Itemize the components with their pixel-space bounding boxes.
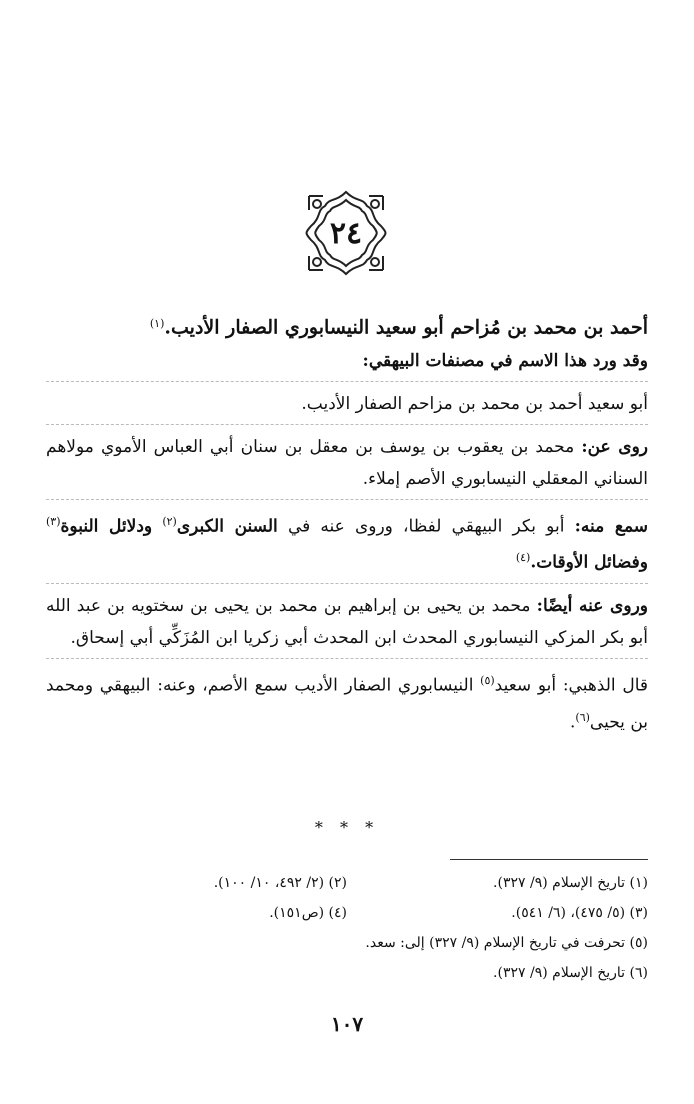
dhahabi-end: . bbox=[569, 712, 576, 733]
occurrence-label: وقد ورد هذا الاسم في مصنفات البيهقي: bbox=[362, 350, 648, 371]
entry-heading bbox=[46, 308, 648, 345]
footnote-ref: (٦) bbox=[575, 710, 590, 724]
footnote-row bbox=[46, 868, 648, 898]
entry-number: ٢٤ bbox=[329, 215, 363, 251]
page-number: ١٠٧ bbox=[330, 1012, 364, 1036]
heard-from-paragraph bbox=[46, 506, 648, 579]
book-title: دلائل النبوة bbox=[60, 516, 144, 537]
footnote: (٦) تاريخ الإسلام (٩/ ٣٢٧). bbox=[493, 965, 648, 981]
heard-text: أبو بكر البيهقي لفظا، وروى عنه في bbox=[287, 516, 565, 537]
also-label: وروى عنه أيضًا: bbox=[536, 595, 648, 616]
entry-body bbox=[46, 308, 648, 738]
footnote: (١) تاريخ الإسلام (٩/ ٣٢٧). bbox=[493, 875, 648, 891]
divider bbox=[46, 424, 648, 425]
footnote: (٥) تحرفت في تاريخ الإسلام (٩/ ٣٢٧) إلى: سعد. bbox=[365, 935, 648, 951]
footnote-ref: (٥) bbox=[480, 673, 495, 687]
footnote-ref: (٢) bbox=[162, 514, 177, 528]
dhahabi-text: قال الذهبي: أبو سعيد bbox=[494, 675, 648, 696]
footnote-rule bbox=[450, 859, 648, 860]
also-narrated-paragraph bbox=[46, 590, 648, 654]
also-text: محمد بن يحيى بن إبراهيم بن محمد بن يحيى بن سختويه بن عبد الله أبو بكر المزكي النيسابوري المحدث ابن المحدث أبي زكريا ابن المُزَكِّي أبي إسحاق. bbox=[46, 595, 648, 648]
footnote-ref: (٤) bbox=[515, 551, 531, 565]
dhahabi-paragraph bbox=[46, 665, 648, 738]
footnote: (٢) (٢/ ٤٩٢، ١٠/ ١٠٠). bbox=[213, 875, 347, 891]
footnote-row bbox=[46, 898, 648, 928]
footnote: (٣) (٥/ ٤٧٥)، (٦/ ٥٤١). bbox=[511, 905, 648, 921]
section-separator: * * * bbox=[314, 818, 380, 837]
footnotes bbox=[46, 868, 648, 988]
entry-number-ornament bbox=[301, 188, 391, 278]
divider bbox=[46, 499, 648, 500]
footnote-ref: (١) bbox=[149, 317, 165, 330]
occurrence-text: أبو سعيد أحمد بن محمد بن مزاحم الصفار الأديب. bbox=[301, 393, 648, 414]
dhahabi-text: النيسابوري الصفار الأديب سمع الأصم، وعنه: البيهقي ومحمد بن يحيى bbox=[46, 675, 648, 733]
conjunction: و bbox=[639, 552, 648, 573]
narrated-text: محمد بن يعقوب بن يوسف بن معقل بن سنان أبي العباس الأموي مولاهم السناني المعقلي النيسابوري الأصم إملاء. bbox=[46, 436, 648, 489]
divider bbox=[46, 658, 648, 659]
heard-label: سمع منه: bbox=[574, 516, 649, 537]
divider bbox=[46, 583, 648, 584]
footnote-ref: (٣) bbox=[46, 514, 61, 528]
footnote: (٤) (ص١٥١). bbox=[269, 905, 347, 921]
book-title: فضائل الأوقات. bbox=[530, 552, 640, 573]
heading-text: أحمد بن محمد بن مُزاحم أبو سعيد النيسابوري الصفار الأديب. bbox=[164, 316, 648, 339]
book-title: السنن الكبرى bbox=[176, 516, 278, 537]
narrated-from-paragraph bbox=[46, 431, 648, 495]
divider bbox=[46, 381, 648, 382]
narrated-label: روى عن: bbox=[581, 436, 649, 457]
conjunction: و bbox=[143, 516, 153, 537]
